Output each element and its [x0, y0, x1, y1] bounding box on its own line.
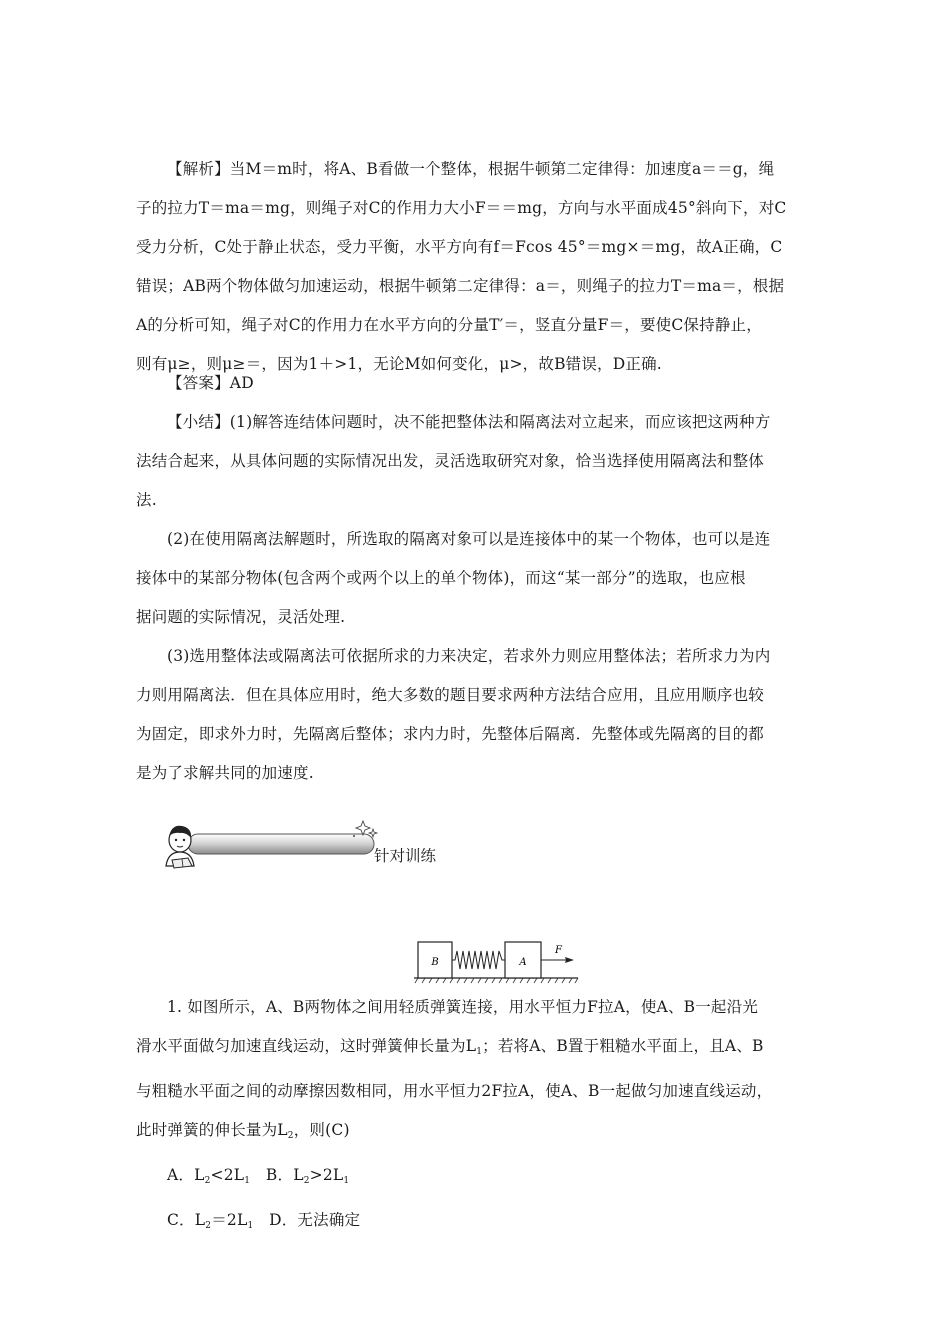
block-b-label: B — [431, 957, 439, 968]
summary-paragraph-3 — [136, 637, 816, 793]
option-d: D．无法确定 — [253, 1211, 361, 1229]
option-c: C．$L_2=2L_1$ — [167, 1211, 254, 1231]
analysis-line: A的分析可知，绳子对C的作用力在水平方向的分量T′＝，竖直分量F＝，要使C保持静止， — [136, 316, 762, 334]
analysis-line: 则有μ≥，则μ≥＝，因为1＋>1，无论M如何变化，μ>，故B错误，D正确. — [136, 355, 662, 373]
question-line: 此时弹簧的伸长量为$L_2$，则(C) — [136, 1121, 350, 1141]
options-a-b — [136, 1156, 816, 1201]
block-a-label: A — [519, 957, 527, 968]
analysis-line: 错误；AB两个物体做匀加速运动，根据牛顿第二定律得：a＝，则绳子的拉力T＝ma＝，根据 — [136, 277, 785, 295]
answer-paragraph — [136, 364, 816, 403]
question-line: 与粗糙水平面之间的动摩擦因数相同，用水平恒力2F拉A，使A、B一起做匀加速直线运动， — [136, 1082, 773, 1100]
force-label: F — [555, 945, 562, 956]
analysis-line: 【解析】当M＝m时，将A、B看做一个整体，根据牛顿第二定律得：加速度a＝＝g，绳 — [167, 160, 775, 178]
option-b: B．$L_2>2L_1$ — [250, 1166, 350, 1186]
summary-line: 为固定，即求外力时，先隔离后整体；求内力时，先整体后隔离．先整体或先隔离的目的都 — [136, 725, 765, 743]
spring-blocks-diagram — [412, 937, 582, 985]
question-1 — [136, 988, 816, 1246]
options-c-d — [136, 1201, 816, 1246]
question-line: 1. 如图所示，A、B两物体之间用轻质弹簧连接，用水平恒力F拉A，使A、B一起沿光 — [167, 998, 759, 1016]
analysis-line: 子的拉力T＝ma＝mg，则绳子对C的作用力大小F＝＝mg，方向与水平面成45°斜向下，对C — [136, 199, 787, 217]
question-line: 滑水平面做匀加速直线运动，这时弹簧伸长量为$L_1$；若将A、B置于粗糙水平面上，且A、B — [136, 1037, 764, 1057]
summary-line: 力则用隔离法．但在具体应用时，绝大多数的题目要求两种方法结合应用，且应用顺序也较 — [136, 686, 765, 704]
summary-line: 是为了求解共同的加速度. — [136, 764, 314, 782]
summary-line: 法结合起来，从具体问题的实际情况出发，灵活选取研究对象，恰当选择使用隔离法和整体 — [136, 452, 765, 470]
option-a: A．$L_2<2L_1$ — [167, 1166, 251, 1186]
spring — [452, 951, 505, 969]
analysis-line: 受力分析，C处于静止状态，受力平衡，水平方向有f＝Fcos 45°＝mg×＝mg，故A正确，C — [136, 238, 783, 256]
ground-surface — [414, 978, 578, 983]
summary-line: 据问题的实际情况，灵活处理. — [136, 608, 346, 626]
summary-paragraph-2 — [136, 520, 816, 637]
arrowhead-icon — [565, 957, 574, 963]
summary-line: 【小结】(1)解答连结体问题时，决不能把整体法和隔离法对立起来，而应该把这两种方 — [167, 413, 771, 431]
summary-line: (2)在使用隔离法解题时，所选取的隔离对象可以是连接体中的某一个物体，也可以是连 — [167, 530, 771, 548]
summary-line: 接体中的某部分物体(包含两个或两个以上的单个物体)，而这“某一部分”的选取，也应根 — [136, 569, 746, 587]
section-title: 针对训练 — [374, 847, 437, 865]
summary-paragraph-1 — [136, 403, 816, 520]
analysis-paragraph — [136, 150, 816, 384]
summary-line: (3)选用整体法或隔离法可依据所求的力来决定，若求外力则应用整体法；若所求力为内 — [167, 647, 771, 665]
answer-text: 【答案】AD — [167, 374, 254, 392]
summary-line: 法. — [136, 491, 157, 509]
